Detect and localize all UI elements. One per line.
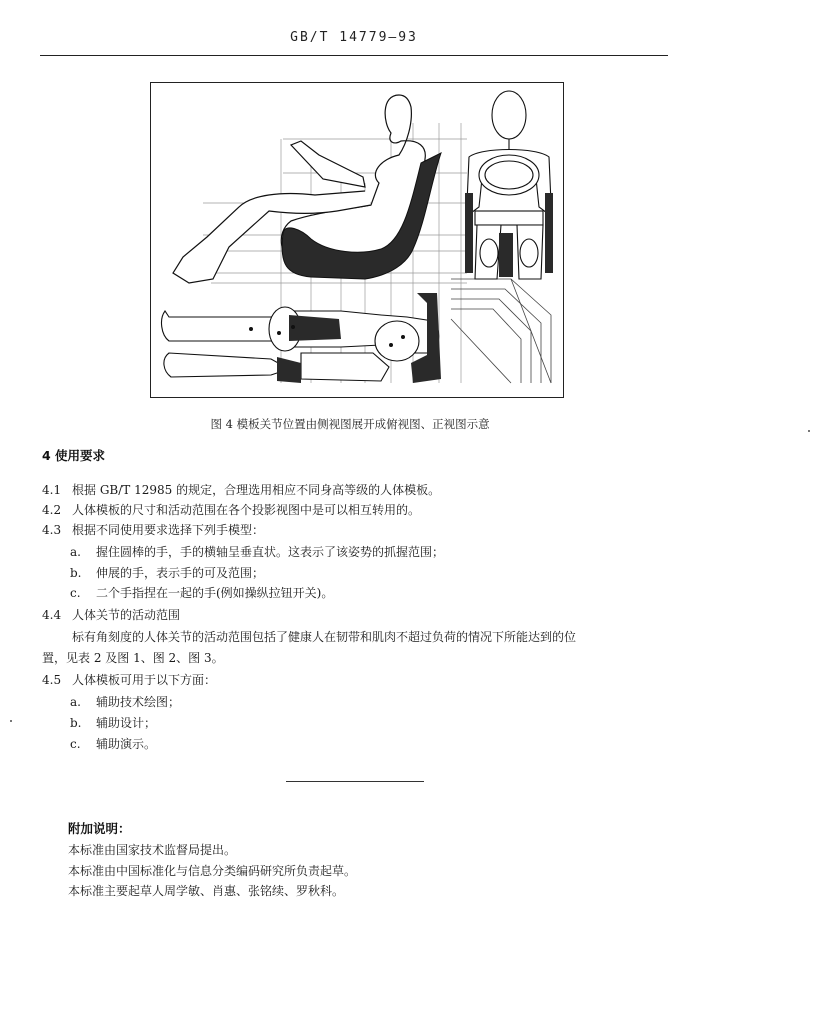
scan-speck <box>10 720 12 722</box>
option-text: 辅助技术绘图； <box>96 695 181 709</box>
option-text: 辅助演示。 <box>96 737 157 751</box>
use-option-b <box>70 714 156 731</box>
document-header: GB/T 14779—93 <box>290 30 418 45</box>
item-text: 人体模板的尺寸和活动范围在各个投影视图中是可以相互转用的。 <box>72 503 421 517</box>
item-4-4-body-line-1: 标有角刻度的人体关节的活动范围包括了健康人在韧带和肌肉不超过负荷的情况下所能达到的位 <box>72 630 577 644</box>
hand-option-c <box>70 584 333 601</box>
option-text: 二个手指捏在一起的手(例如操纵拉钮开关)。 <box>96 586 334 600</box>
option-label: a. <box>70 695 81 709</box>
hand-option-a <box>70 543 444 560</box>
note-line: 本标准由中国标准化与信息分类编码研究所负责起草。 <box>68 864 357 878</box>
item-number: 4.1 <box>42 483 62 497</box>
notes-title: 附加说明： <box>68 821 131 836</box>
section-4-title: 4 使用要求 <box>42 448 106 463</box>
option-text: 伸展的手，表示手的可及范围； <box>96 566 265 580</box>
item-4-3 <box>42 521 264 538</box>
header-rule <box>40 55 668 56</box>
option-label: b. <box>70 566 82 580</box>
scan-speck <box>808 430 810 432</box>
note-line: 本标准由国家技术监督局提出。 <box>68 843 237 857</box>
item-number: 4.3 <box>42 523 62 537</box>
figure-4-svg <box>151 83 563 397</box>
item-4-5 <box>42 671 216 688</box>
item-number: 4.4 <box>42 608 62 622</box>
option-label: c. <box>70 586 81 600</box>
figure-caption: 图 4 模板关节位置由侧视图展开成俯视图、正视图示意 <box>210 417 490 431</box>
option-text: 握住圆棒的手，手的横轴呈垂直状。这表示了该姿势的抓握范围； <box>96 545 445 559</box>
option-label: b. <box>70 716 82 730</box>
option-label: c. <box>70 737 81 751</box>
item-text: 根据不同使用要求选择下列手模型： <box>72 523 265 537</box>
item-number: 4.5 <box>42 673 62 687</box>
item-4-4-body-line-2: 置，见表 2 及图 1、图 2、图 3。 <box>42 651 224 665</box>
end-rule <box>286 781 424 782</box>
hand-option-b <box>70 564 264 581</box>
item-4-2 <box>42 501 420 518</box>
item-title: 人体关节的活动范围 <box>72 608 181 622</box>
figure-4-drawing <box>150 82 564 398</box>
use-option-a <box>70 693 180 710</box>
item-title: 人体模板可用于以下方面： <box>72 673 217 687</box>
item-text: 根据 GB/T 12985 的规定，合理选用相应不同身高等级的人体模板。 <box>72 483 441 497</box>
item-4-1 <box>42 481 440 498</box>
item-number: 4.2 <box>42 503 62 517</box>
option-text: 辅助设计； <box>96 716 157 730</box>
option-label: a. <box>70 545 81 559</box>
item-4-4 <box>42 606 180 623</box>
note-line: 本标准主要起草人周学敏、肖惠、张铭续、罗秋科。 <box>68 884 345 898</box>
use-option-c <box>70 735 156 752</box>
